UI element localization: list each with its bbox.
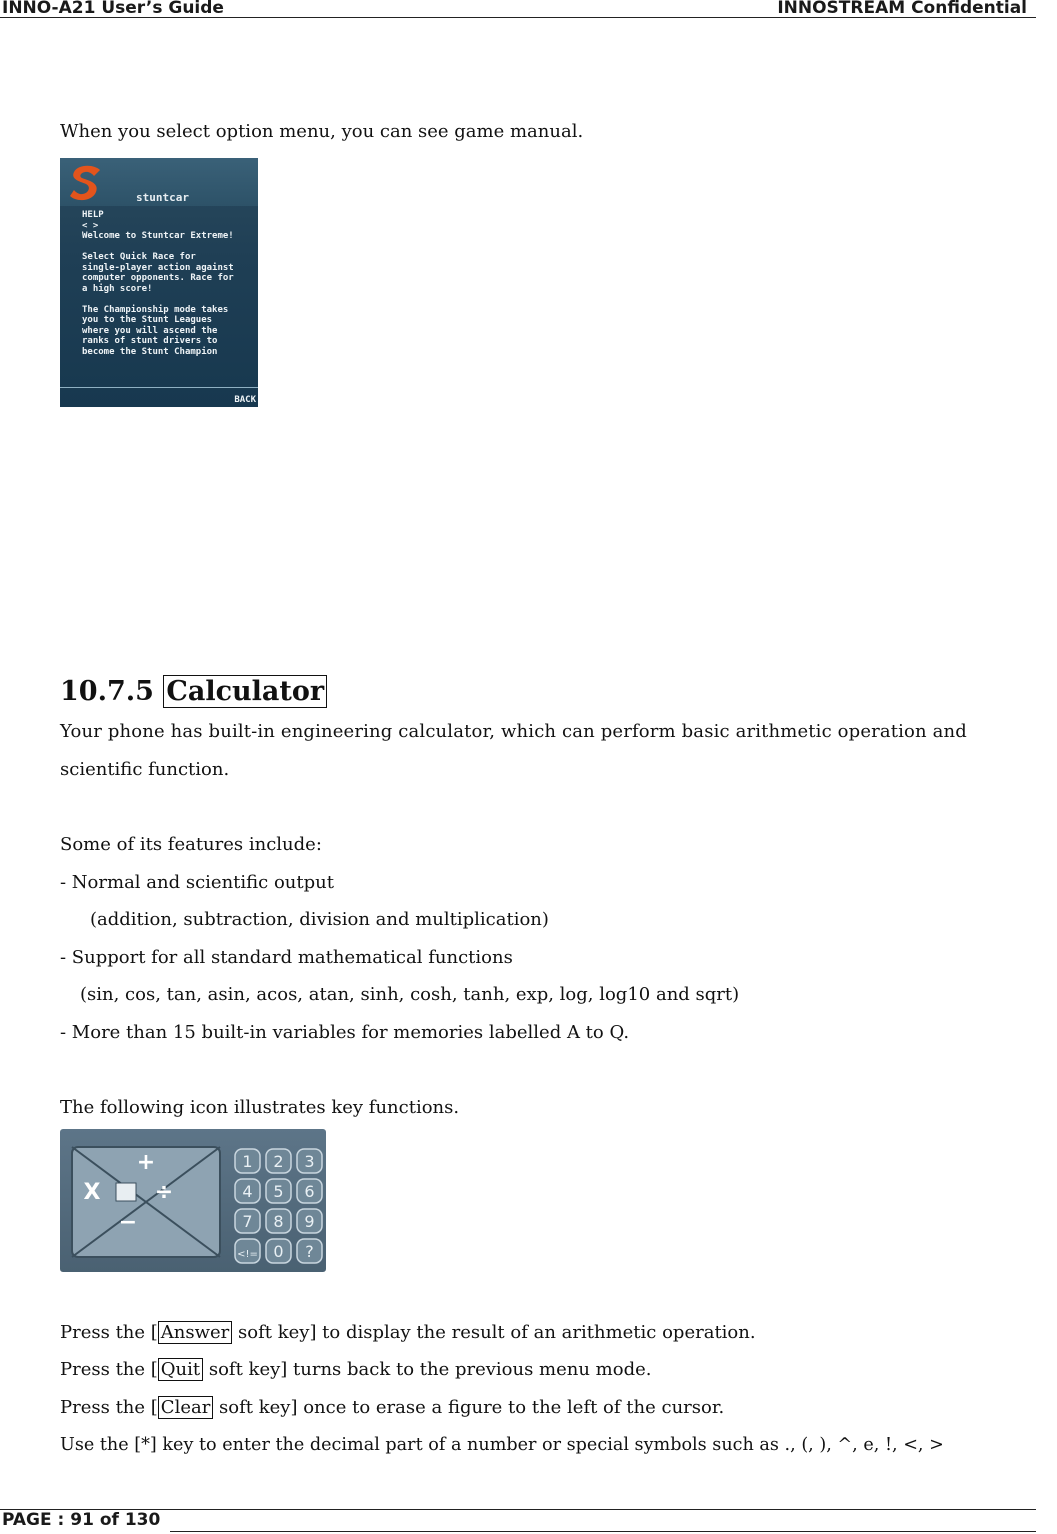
game-manual-screenshot xyxy=(60,158,258,407)
game-help-line: The Championship mode takes xyxy=(82,304,229,315)
game-help-line: computer opponents. Race for xyxy=(82,273,234,283)
feature-2: - Support for all standard mathematical functions xyxy=(60,947,513,968)
game-help-text xyxy=(82,210,234,357)
calculator-keys-image xyxy=(60,1129,326,1272)
calc-key-label: 3 xyxy=(304,1152,315,1171)
calc-key-label: 8 xyxy=(273,1212,284,1231)
header-left: INNO-A21 User’s Guide xyxy=(2,0,224,18)
game-help-line: ranks of stunt drivers to xyxy=(82,336,218,346)
instruction-star-key: Use the [*] key to enter the decimal part of a number or special symbols such as ., (, ), ^, e, !, <, > xyxy=(60,1435,944,1455)
section-heading xyxy=(60,676,327,707)
game-help-line: become the Stunt Champion xyxy=(82,346,218,357)
calc-key-label: <!= xyxy=(237,1249,258,1260)
instruction-clear-suffix: soft key] once to erase a figure to the left of the cursor. xyxy=(213,1397,725,1418)
calc-key-label: 6 xyxy=(304,1182,315,1201)
calc-key-label: 0 xyxy=(273,1242,284,1261)
plus-icon: + xyxy=(136,1150,156,1175)
footer-rule-bottom xyxy=(170,1531,1036,1532)
game-help-line: < > xyxy=(82,220,99,231)
game-help-line xyxy=(82,242,234,253)
game-logo-text: stuntcar xyxy=(136,191,189,204)
instruction-quit-prefix: Press the [ xyxy=(60,1359,158,1380)
stuntcar-logo-icon xyxy=(66,162,106,202)
section-number: 10.7.5 xyxy=(60,676,154,707)
divide-icon: ÷ xyxy=(154,1180,174,1205)
page-number: PAGE : 91 of 130 xyxy=(2,1510,161,1530)
quit-key-label: Quit xyxy=(158,1358,203,1381)
calculator-keypad-graphic xyxy=(60,1129,326,1272)
instruction-clear xyxy=(60,1396,724,1420)
instruction-answer-prefix: Press the [ xyxy=(60,1322,158,1343)
calc-key-label: 2 xyxy=(273,1152,284,1171)
header-rule xyxy=(0,17,1036,18)
feature-3: - More than 15 built-in variables for memories labelled A to Q. xyxy=(60,1022,630,1043)
clear-key-label: Clear xyxy=(158,1396,214,1419)
calc-key-label: ? xyxy=(305,1242,314,1261)
body-para-1-line-1: Your phone has built-in engineering calculator, which can perform basic arithmetic operation and xyxy=(60,721,967,742)
game-help-line xyxy=(82,294,234,305)
feature-2-sub: (sin, cos, tan, asin, acos, atan, sinh, cosh, tanh, exp, log, log10 and sqrt) xyxy=(80,984,740,1005)
calc-key-label: 7 xyxy=(242,1212,253,1231)
intro-text: When you select option menu, you can see game manual. xyxy=(60,121,584,142)
calc-key-label: 4 xyxy=(242,1182,253,1201)
feature-1: - Normal and scientific output xyxy=(60,872,334,893)
game-help-line: Welcome to Stuntcar Extreme! xyxy=(82,231,234,241)
header-right: INNOSTREAM Confidential xyxy=(777,0,1027,18)
instruction-quit xyxy=(60,1358,652,1382)
game-help-line: single-player action against xyxy=(82,262,234,273)
section-title: Calculator xyxy=(163,675,327,708)
calc-key-label: 9 xyxy=(304,1212,315,1231)
minus-icon: − xyxy=(118,1210,138,1235)
answer-key-label: Answer xyxy=(158,1321,233,1344)
feature-1-sub: (addition, subtraction, division and multiplication) xyxy=(90,909,549,930)
body-para-1-line-2: scientific function. xyxy=(60,759,230,780)
game-help-line: where you will ascend the xyxy=(82,325,218,336)
icon-intro: The following icon illustrates key functions. xyxy=(60,1097,460,1118)
features-intro: Some of its features include: xyxy=(60,834,322,855)
instruction-answer-suffix: soft key] to display the result of an arithmetic operation. xyxy=(232,1322,756,1343)
calc-key-label: 1 xyxy=(242,1152,253,1171)
game-help-line: Select Quick Race for xyxy=(82,252,196,262)
instruction-clear-prefix: Press the [ xyxy=(60,1397,158,1418)
instruction-quit-suffix: soft key] turns back to the previous menu mode. xyxy=(203,1359,652,1380)
game-back-softkey[interactable]: BACK xyxy=(234,395,256,405)
calc-key-label: 5 xyxy=(273,1182,284,1201)
game-help-line: HELP xyxy=(82,210,104,220)
game-footer-divider xyxy=(60,387,258,388)
game-help-line: you to the Stunt Leagues xyxy=(82,315,213,325)
instruction-answer xyxy=(60,1321,756,1345)
multiply-icon: X xyxy=(83,1180,101,1205)
game-help-line: a high score! xyxy=(82,283,153,294)
